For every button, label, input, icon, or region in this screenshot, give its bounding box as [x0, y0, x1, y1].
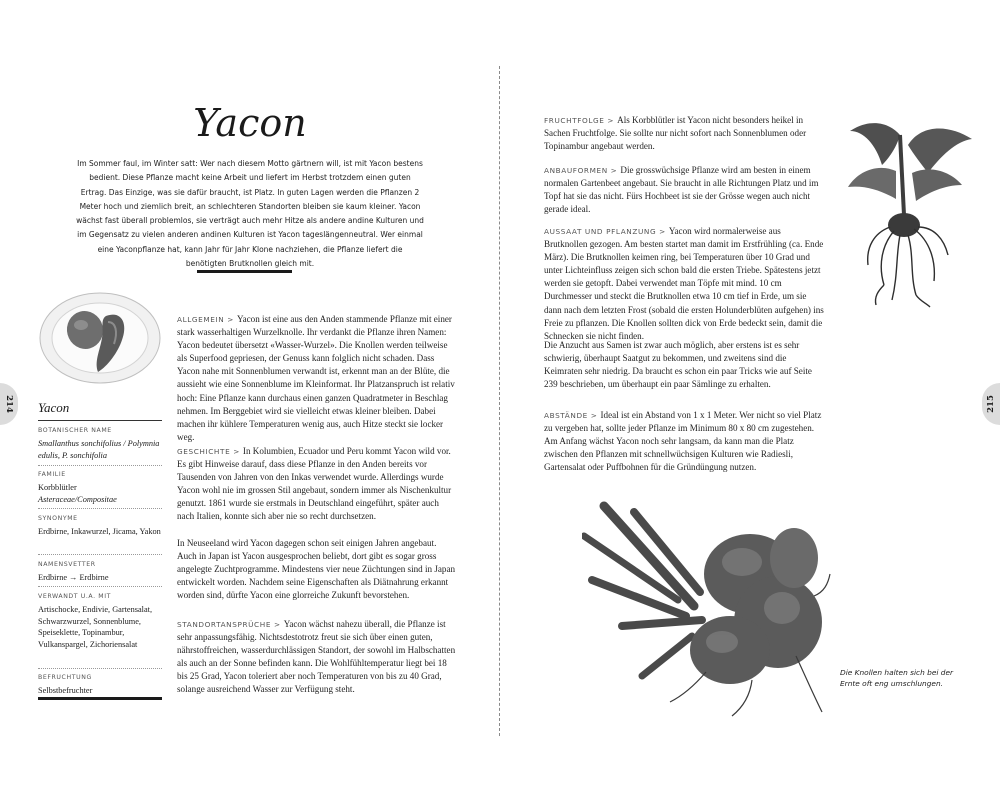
section-heading: STANDORTANSPRÜCHE > [177, 620, 281, 629]
section-text: Yacon wird normalerweise aus Brutknollen gezogen. Am besten startet man damit im Erstfrühling (ca. Ende März). Die Brutknollen keimen ring, bei Temperaturen über 10 Grad und unter Lichteinfluss zeigen sich schon bald die ersten Triebe. Spätestens jetzt werden sie getopft. Dabei verwendet man Töpfe mit mind. 10 cm Durchmesser und steckt die Brutknollen etwa 10 cm tief in Erde, um sie dann nach dem letzten Frost (sobald die ersten Holunderblüten aufgehen) ins Freie zu pflanzen. Die Knollen sollten dick von Erde bedeckt sein, damit die Schnecken sie nicht finden. [544, 226, 824, 341]
sidebar-divider [38, 668, 162, 669]
section-text: Yacon ist eine aus den Anden stammende Pflanze mit einer stark wasserhaltigen Wurzelknolle. Ihr verdankt die Pflanze ihren Namen: Yacon bedeutet übersetzt «Wasser-Wurzel». Die Knollen werden teilweise als Superfood gepriesen, der Genuss kann folglich nicht schaden. Dass Yacon nahe mit Sonnenblumen verwandt ist, erkennt man an der Blüte, die aussieht wie eine Sonnenblume im Kleinformat. Ihr Platzanspruch ist relativ hoch: Eine Pflanze kann durchaus einen ganzen Quadratmeter in Beschlag nehmen. Im Berggebiet wird sie vielleicht etwas kleiner bleiben. Dabei machen ihr kühlere Temperaturen wenig aus, auch Hitze steckt sie locker weg. [177, 314, 455, 442]
family-label: FAMILIE [38, 471, 66, 478]
sidebar-title: Yacon [38, 400, 70, 415]
tuber-cluster-photo [582, 496, 832, 718]
section-text: Yacon wächst nahezu überall, die Pflanze ist sehr anpassungsfähig. Nichtsdestotrotz freut sie sich über einen guten, nährstoffreichen, wasserdurchlässigen Standort, der sowohl im Halbschatten als auch an der Sonne befinden kann. Die Wohlfühltemperatur liegt bei 18 bis 25 Grad, Yacon toleriert aber noch Temperaturen von bis zu 40 Grad, solange ausreichend Wasser zur Verfügung steht. [177, 619, 456, 695]
section-allgemein [177, 313, 456, 444]
section-standort [177, 618, 456, 697]
sidebar-bottom-rule [38, 697, 162, 700]
page-number-left: 214 [4, 395, 14, 413]
section-heading: FRUCHTFOLGE > [544, 116, 615, 125]
cousin-label: NAMENSVETTER [38, 561, 96, 568]
sidebar-pollination [38, 672, 162, 697]
page-number-right: 215 [986, 395, 996, 413]
botanical-label: BOTANISCHER NAME [38, 427, 112, 434]
section-abstaende [544, 409, 825, 474]
section-text: Als Korbblütler ist Yacon nicht besonders heikel in Sachen Fruchtfolge. Sie sollte nur nicht sofort nach Sonnenblumen oder Topinambur angebaut werden. [544, 115, 807, 152]
intro-paragraph: Im Sommer faul, im Winter satt: Wer nach diesem Motto gärtnern will, ist mit Yacon bestens bedient. Diese Pflanze macht keine Arbeit und liefert im Herbst trotzdem einen guten Ertrag. Das Einzige, was sie dafür braucht, ist Platz. In guten Lagen werden die Pflanzen 2 Meter hoch und ziemlich breit, an schlechteren Standorten bleiben sie kaum kleiner. Yacon wächst fast überall problemlos, sie verträgt auch mehr Hitze als andere andine Kulturen und im Gegensatz zu vielen anderen andinen Kulturen ist Yacon tageslängenneutral. Wer einmal eine Yaconpflanze hat, kann Jahr für Jahr Klone nachziehen, die Pflanze liefert die benötigten Brutknollen gleich mit. [76, 159, 424, 269]
page-gutter [499, 66, 500, 736]
section-text: In Kolumbien, Ecuador und Peru kommt Yacon wild vor. Es gibt Hinweise darauf, dass diese Pflanze in den Anden bereits vor Tausenden von Jahren von den Inkas verwendet wurde. Allerdings wurde Yacon wohl nie im grossen Stil angebaut, sondern immer als Nischenkultur genutzt. 1861 wurde sie erstmals in Deutschland eingeführt, später auch nach Italien, konnte sich aber nie so recht durchsetzen. [177, 446, 452, 522]
section-geschichte-cont [177, 537, 456, 602]
sidebar-family [38, 469, 162, 505]
tubers-on-plate-photo [38, 292, 162, 384]
family-value-latin: Asteraceae/Compositae [38, 494, 117, 504]
sidebar-divider [38, 465, 162, 466]
synonyms-label: SYNONYME [38, 515, 78, 522]
family-value: Korbblütler [38, 482, 77, 492]
section-text: Ideal ist ein Abstand von 1 x 1 Meter. Wer nicht so viel Platz zu vergeben hat, sollte jeder Pflanze im Minimum 80 x 80 cm zugestehen. Am Anfang wächst Yacon noch sehr langsam, da kann man die Platz zwischen den Pflanzen mit schnellwüchsigen Kulturen wie Radiesli, Gartensalat oder Puffbohnen für die Gründüngung nutzen. [544, 410, 822, 473]
section-text: Die grosswüchsige Pflanze wird am besten in einem normalen Gartenbeet angebaut. Sie braucht in alle Richtungen Platz und im Topf hat sie das nicht. Fürs Hochbeet ist sie der Grösse wegen auch nicht gerade ideal. [544, 165, 819, 215]
section-text: In Neuseeland wird Yacon dagegen schon seit einigen Jahren angebaut. Auch in Japan ist Yacon ausgesprochen beliebt, dort gibt es sogar gross angelegte Zuchtprogramme. Mindestens vier neue Züchtungen sind in Japan entwickelt worden. Nachdem seine Eigenschaften als Diätnahrung erkannt worden sind, dürfte Yacon eine glorreiche Zukunft bevorstehen. [177, 538, 456, 601]
section-heading: GESCHICHTE > [177, 447, 240, 456]
section-fruchtfolge [544, 114, 825, 153]
section-anbauformen [544, 164, 825, 216]
seedling-photo [838, 115, 978, 310]
sidebar-divider [38, 554, 162, 555]
section-aussaat [544, 225, 825, 343]
related-label: VERWANDT U.A. MIT [38, 593, 112, 600]
sidebar-top-rule [38, 420, 162, 421]
sidebar-botanical [38, 425, 162, 461]
section-text: Die Anzucht aus Samen ist zwar auch möglich, aber erstens ist es sehr schwierig, überhaupt Saatgut zu bekommen, und zweitens sind die Keimraten sehr niedrig. Da braucht es schon ein paar Tricks wie auf Seite 239 beschrieben, um überhaupt ein paar Sämlinge zu erhalten. [544, 340, 812, 390]
pollination-value: Selbstbefruchter [38, 685, 93, 695]
section-heading: AUSSAAT UND PFLANZUNG > [544, 227, 666, 236]
page-number-tab-left [0, 383, 18, 425]
sidebar-divider [38, 508, 162, 509]
sidebar-related [38, 591, 162, 651]
section-heading: ABSTÄNDE > [544, 411, 598, 420]
sidebar-synonyms [38, 513, 162, 538]
section-geschichte [177, 445, 456, 524]
section-aussaat-cont [544, 339, 825, 391]
pollination-label: BEFRUCHTUNG [38, 674, 92, 681]
sidebar-divider [38, 586, 162, 587]
related-value: Artischocke, Endivie, Gartensalat, Schwarzwurzel, Sonnenblume, Speiseklette, Topinambur, Vulkanspargel, Zichoriensalat [38, 604, 153, 650]
page-number-tab-right [982, 383, 1000, 425]
section-heading: ALLGEMEIN > [177, 315, 234, 324]
section-heading: ANBAUFORMEN > [544, 166, 618, 175]
botanical-value: Smallanthus sonchifolius / Polymnia edulis, P. sonchifolia [38, 438, 160, 460]
intro-divider [197, 270, 292, 273]
page-title: Yacon [193, 101, 307, 145]
sidebar-cousin [38, 559, 162, 584]
synonyms-value: Erdbirne, Inkawurzel, Jicama, Yakon [38, 526, 161, 536]
cousin-value: Erdbirne → Erdbirne [38, 572, 109, 582]
photo-caption: Die Knollen halten sich bei der Ernte oft eng umschlungen. [840, 668, 954, 689]
